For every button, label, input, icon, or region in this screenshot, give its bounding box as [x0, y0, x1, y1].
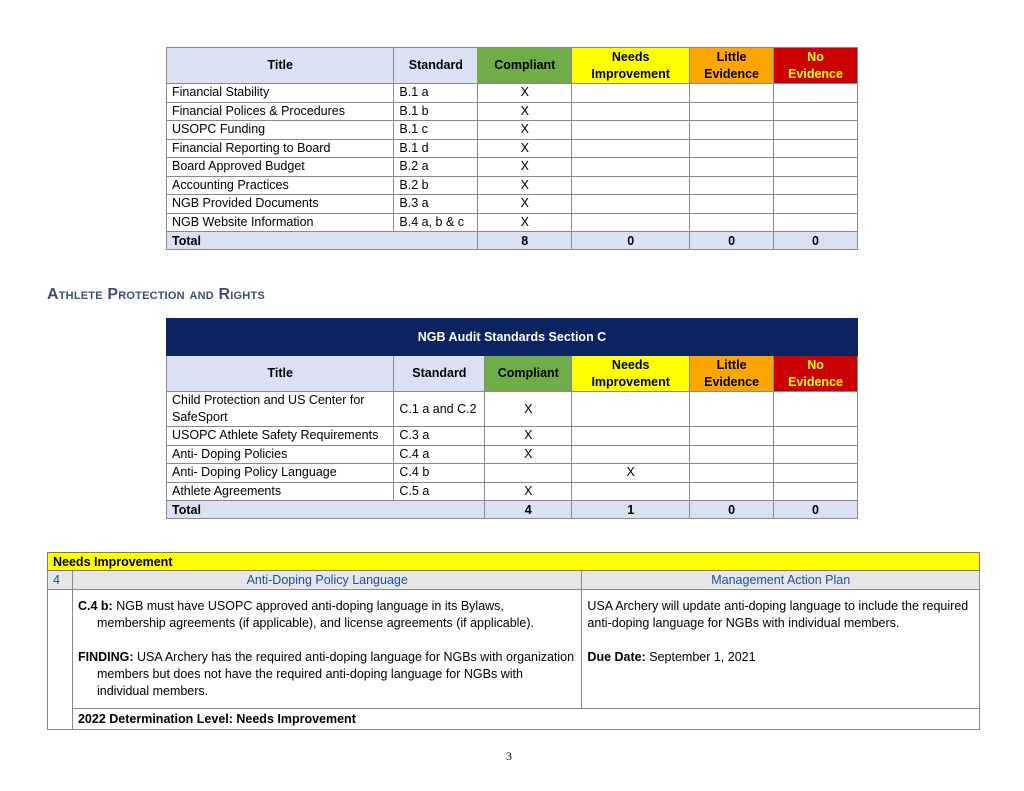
table-row	[167, 427, 858, 446]
table-row	[167, 102, 858, 121]
no-evidence-cell	[774, 102, 858, 121]
table-row	[167, 213, 858, 232]
no-evidence-cell	[774, 139, 858, 158]
little-evidence-cell	[690, 195, 774, 214]
compliant-cell: X	[485, 392, 572, 427]
no-evidence-cell	[774, 392, 858, 427]
table-row	[167, 392, 858, 427]
no-evidence-cell	[774, 482, 858, 501]
finding-statement: FINDING: USA Archery has the required anti-doping language for NGBs with organization members but does not have the required anti-doping language for NGBs with individual members.	[77, 650, 575, 698]
total-no-evidence: 0	[774, 232, 858, 250]
compliant-column-header: Compliant	[485, 356, 572, 392]
little-evidence-cell	[690, 121, 774, 140]
standard-title-cell: Financial Reporting to Board	[167, 139, 394, 158]
no-evidence-column-header: No Evidence	[774, 356, 858, 392]
page-number: 3	[506, 749, 512, 763]
standard-requirement: C.4 b: NGB must have USOPC approved anti-doping language in its Bylaws, membership agreements (if applicable), and license agreements (if applicable).	[77, 599, 535, 630]
compliant-cell: X	[478, 195, 572, 214]
due-date: Due Date: September 1, 2021	[587, 650, 756, 664]
action-plan-text: USA Archery will update anti-doping language to include the required anti-doping language for NGBs with individual members.	[587, 599, 969, 630]
total-compliant: 8	[478, 232, 572, 250]
standard-title-cell: USOPC Athlete Safety Requirements	[167, 427, 394, 446]
standard-title-cell: Anti- Doping Policy Language	[167, 464, 394, 483]
little-evidence-cell	[690, 139, 774, 158]
little-evidence-column-header: Little Evidence	[690, 356, 774, 392]
total-little-evidence: 0	[690, 232, 774, 250]
no-evidence-cell	[774, 84, 858, 103]
finding-title: Needs Improvement	[48, 553, 980, 571]
no-evidence-cell	[774, 213, 858, 232]
little-evidence-cell	[690, 213, 774, 232]
needs-improvement-finding-table	[47, 552, 980, 730]
compliant-column-header: Compliant	[478, 48, 572, 84]
finding-index: 4	[48, 571, 73, 590]
standard-code-cell: C.3 a	[394, 427, 485, 446]
needs-improvement-cell	[572, 158, 690, 177]
table-banner-row	[167, 319, 858, 356]
total-label: Total	[167, 501, 485, 519]
standard-title-cell: Financial Stability	[167, 84, 394, 103]
table-row	[167, 464, 858, 483]
table-row	[167, 84, 858, 103]
needs-improvement-column-header: Needs Improvement	[572, 48, 690, 84]
table-row	[167, 139, 858, 158]
standard-code-cell: C.4 b	[394, 464, 485, 483]
table-row	[167, 176, 858, 195]
standard-code-cell: B.1 c	[394, 121, 478, 140]
title-column-header: Title	[167, 48, 394, 84]
standard-column-header: Standard	[394, 356, 485, 392]
standard-code-cell: B.1 b	[394, 102, 478, 121]
no-evidence-cell	[774, 195, 858, 214]
table-row	[167, 482, 858, 501]
table-row	[167, 445, 858, 464]
table-header-row	[167, 356, 858, 392]
no-evidence-cell	[774, 121, 858, 140]
compliant-cell: X	[478, 139, 572, 158]
standard-title-cell: Accounting Practices	[167, 176, 394, 195]
compliant-cell: X	[478, 176, 572, 195]
needs-improvement-cell	[572, 445, 690, 464]
finding-title-row	[48, 553, 980, 571]
finding-index-blank	[48, 590, 73, 730]
standard-title-cell: NGB Provided Documents	[167, 195, 394, 214]
needs-improvement-cell	[572, 176, 690, 195]
standard-title-cell: Board Approved Budget	[167, 158, 394, 177]
finding-header-row	[48, 571, 980, 590]
compliant-cell: X	[478, 84, 572, 103]
total-no-evidence: 0	[774, 501, 858, 519]
finding-body-row	[48, 590, 980, 709]
title-column-header: Title	[167, 356, 394, 392]
needs-improvement-cell: X	[572, 464, 690, 483]
needs-improvement-cell	[572, 195, 690, 214]
determination-level: 2022 Determination Level: Needs Improvement	[72, 709, 979, 730]
needs-improvement-cell	[572, 482, 690, 501]
little-evidence-cell	[690, 102, 774, 121]
no-evidence-cell	[774, 427, 858, 446]
compliant-cell: X	[485, 427, 572, 446]
table-total-row	[167, 232, 858, 250]
needs-improvement-cell	[572, 427, 690, 446]
no-evidence-column-header: No Evidence	[774, 48, 858, 84]
standard-code-cell: B.2 a	[394, 158, 478, 177]
finding-topic-heading: Anti-Doping Policy Language	[72, 571, 581, 590]
table-row	[167, 121, 858, 140]
no-evidence-cell	[774, 445, 858, 464]
needs-improvement-cell	[572, 139, 690, 158]
needs-improvement-cell	[572, 121, 690, 140]
determination-row	[48, 709, 980, 730]
standard-code-cell: C.4 a	[394, 445, 485, 464]
standard-title-cell: USOPC Funding	[167, 121, 394, 140]
little-evidence-cell	[690, 84, 774, 103]
table-row	[167, 195, 858, 214]
compliant-cell: X	[485, 482, 572, 501]
section-heading: Athlete Protection and Rights	[47, 286, 265, 303]
standard-title-cell: Child Protection and US Center for SafeSport	[167, 392, 394, 427]
standard-title-cell: Athlete Agreements	[167, 482, 394, 501]
total-label: Total	[167, 232, 478, 250]
table-banner: NGB Audit Standards Section C	[167, 319, 858, 356]
little-evidence-cell	[690, 464, 774, 483]
needs-improvement-cell	[572, 392, 690, 427]
little-evidence-column-header: Little Evidence	[690, 48, 774, 84]
standard-code-cell: B.3 a	[394, 195, 478, 214]
no-evidence-cell	[774, 464, 858, 483]
standard-code-cell: C.5 a	[394, 482, 485, 501]
needs-improvement-cell	[572, 84, 690, 103]
needs-improvement-cell	[572, 213, 690, 232]
needs-improvement-column-header: Needs Improvement	[572, 356, 690, 392]
standard-title-cell: Financial Polices & Procedures	[167, 102, 394, 121]
total-compliant: 4	[485, 501, 572, 519]
little-evidence-cell	[690, 427, 774, 446]
little-evidence-cell	[690, 176, 774, 195]
compliant-cell: X	[478, 158, 572, 177]
finance-standards-table	[166, 47, 858, 250]
table-total-row	[167, 501, 858, 519]
action-plan-details	[582, 590, 980, 709]
compliant-cell: X	[478, 213, 572, 232]
standard-code-cell: B.4 a, b & c	[394, 213, 478, 232]
standard-title-cell: NGB Website Information	[167, 213, 394, 232]
standard-title-cell: Anti- Doping Policies	[167, 445, 394, 464]
little-evidence-cell	[690, 482, 774, 501]
standard-code-cell: B.2 b	[394, 176, 478, 195]
standard-column-header: Standard	[394, 48, 478, 84]
little-evidence-cell	[690, 392, 774, 427]
total-needs-improvement: 0	[572, 232, 690, 250]
section-c-standards-table	[166, 318, 858, 519]
standard-code-cell: C.1 a and C.2	[394, 392, 485, 427]
needs-improvement-cell	[572, 102, 690, 121]
compliant-cell	[485, 464, 572, 483]
finding-details	[72, 590, 581, 709]
table-row	[167, 158, 858, 177]
compliant-cell: X	[478, 121, 572, 140]
table-header-row	[167, 48, 858, 84]
compliant-cell: X	[478, 102, 572, 121]
total-little-evidence: 0	[690, 501, 774, 519]
no-evidence-cell	[774, 176, 858, 195]
standard-code-cell: B.1 a	[394, 84, 478, 103]
total-needs-improvement: 1	[572, 501, 690, 519]
management-action-plan-heading: Management Action Plan	[582, 571, 980, 590]
no-evidence-cell	[774, 158, 858, 177]
compliant-cell: X	[485, 445, 572, 464]
little-evidence-cell	[690, 445, 774, 464]
standard-code-cell: B.1 d	[394, 139, 478, 158]
little-evidence-cell	[690, 158, 774, 177]
